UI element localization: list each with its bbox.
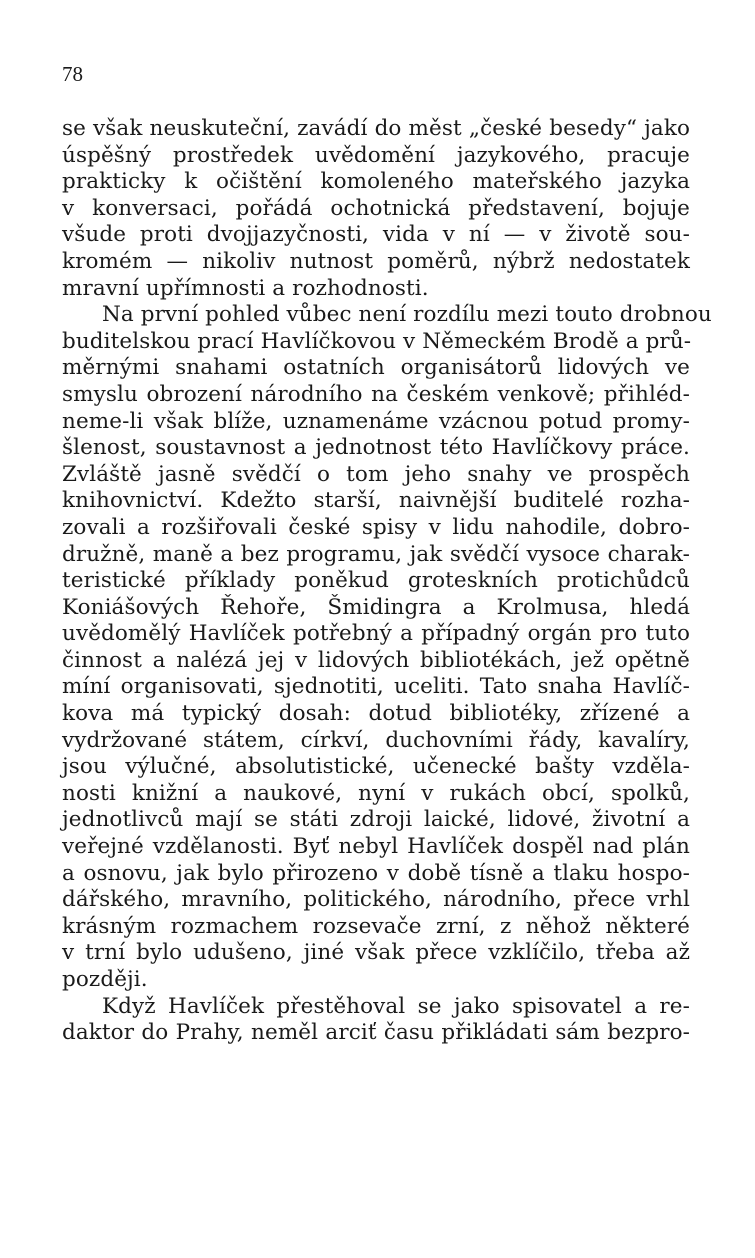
text-line: daktor do Prahy, neměl arciť času přikládati sám bezpro-	[62, 1020, 690, 1046]
text-line: míní organisovati, sjednotiti, uceliti. Tato snaha Havlíč-	[62, 674, 690, 700]
text-line: smyslu obrození národního na českém venkově; přihléd-	[62, 381, 690, 407]
text-line: Zvláště jasně svědčí o tom jeho snahy ve prospěch	[62, 461, 690, 487]
text-line: v konversaci, pořádá ochotnická představení, bojuje	[62, 195, 690, 221]
text-line: úspěšný prostředek uvědomění jazykového, pracuje	[62, 142, 690, 168]
text-line: kromém — nikoliv nutnost poměrů, nýbrž nedostatek	[62, 248, 690, 274]
text-line: mravní upřímnosti a rozhodnosti.	[62, 275, 429, 301]
text-line: se však neuskuteční, zavádí do měst „české besedy“ jako	[62, 116, 690, 141]
text-line: krásným rozmachem rozsevače zrní, z něhož některé	[62, 913, 690, 939]
text-line: teristické příklady poněkud groteskních protichůdců	[62, 568, 690, 594]
text-line: dářského, mravního, politického, národního, přece vrhl	[62, 887, 690, 913]
text-line: Když Havlíček přestěhoval se jako spisovatel a re-	[102, 993, 690, 1019]
text-line: a osnovu, jak bylo přirozeno v době tísně a tlaku hospo-	[62, 860, 690, 886]
text-line: později.	[62, 967, 148, 992]
text-line: jednotlivců mají se státi zdroji laické, lidové, životní a	[62, 807, 690, 833]
text-line: družně, maně a bez programu, jak svědčí vysoce charak-	[62, 541, 690, 567]
text-line: uvědomělý Havlíček potřebný a případný orgán pro tuto	[62, 621, 690, 647]
text-line: prakticky k očištění komoleného mateřského jazyka	[62, 169, 690, 195]
text-line: činnost a nalézá jej v lidových bibliotékách, jež opětně	[62, 647, 690, 673]
text-line: Koniášových Řehoře, Šmidingra a Krolmusa, hledá	[62, 594, 690, 620]
text-line: Na první pohled vůbec není rozdílu mezi touto drobnou	[102, 302, 712, 328]
text-line: neme-li však blíže, uznamenáme vzácnou potud promy-	[62, 408, 690, 434]
text-line: zovali a rozšiřovali české spisy v lidu nahodile, dobro-	[62, 514, 690, 540]
text-line: šlenost, soustavnost a jednotnost této Havlíčkovy práce.	[62, 435, 690, 461]
page-number: 78	[62, 62, 83, 86]
text-line: kova má typický dosah: dotud bibliotéky, zřízené a	[62, 701, 690, 727]
text-line: buditelskou prací Havlíčkovou v Německém Brodě a prů-	[62, 328, 692, 354]
text-line: jsou výlučné, absolutistické, učenecké bašty vzděla-	[62, 754, 690, 780]
text-line: vydržované státem, církví, duchovními řády, kavalíry,	[62, 727, 690, 753]
text-line: v trní bylo udušeno, jiné však přece vzklíčilo, třeba až	[62, 940, 690, 966]
text-line: nosti knižní a naukové, nyní v rukách obcí, spolků,	[62, 780, 690, 806]
text-line: všude proti dvojjazyčnosti, vida v ní — v životě sou-	[62, 222, 690, 248]
text-line: knihovnictví. Kdežto starší, naivnější buditelé rozha-	[62, 488, 690, 514]
text-line: měrnými snahami ostatních organisátorů lidových ve	[62, 355, 690, 381]
text-line: veřejné vzdělanosti. Byť nebyl Havlíček dospěl nad plán	[62, 834, 690, 860]
text-body	[62, 116, 712, 1047]
